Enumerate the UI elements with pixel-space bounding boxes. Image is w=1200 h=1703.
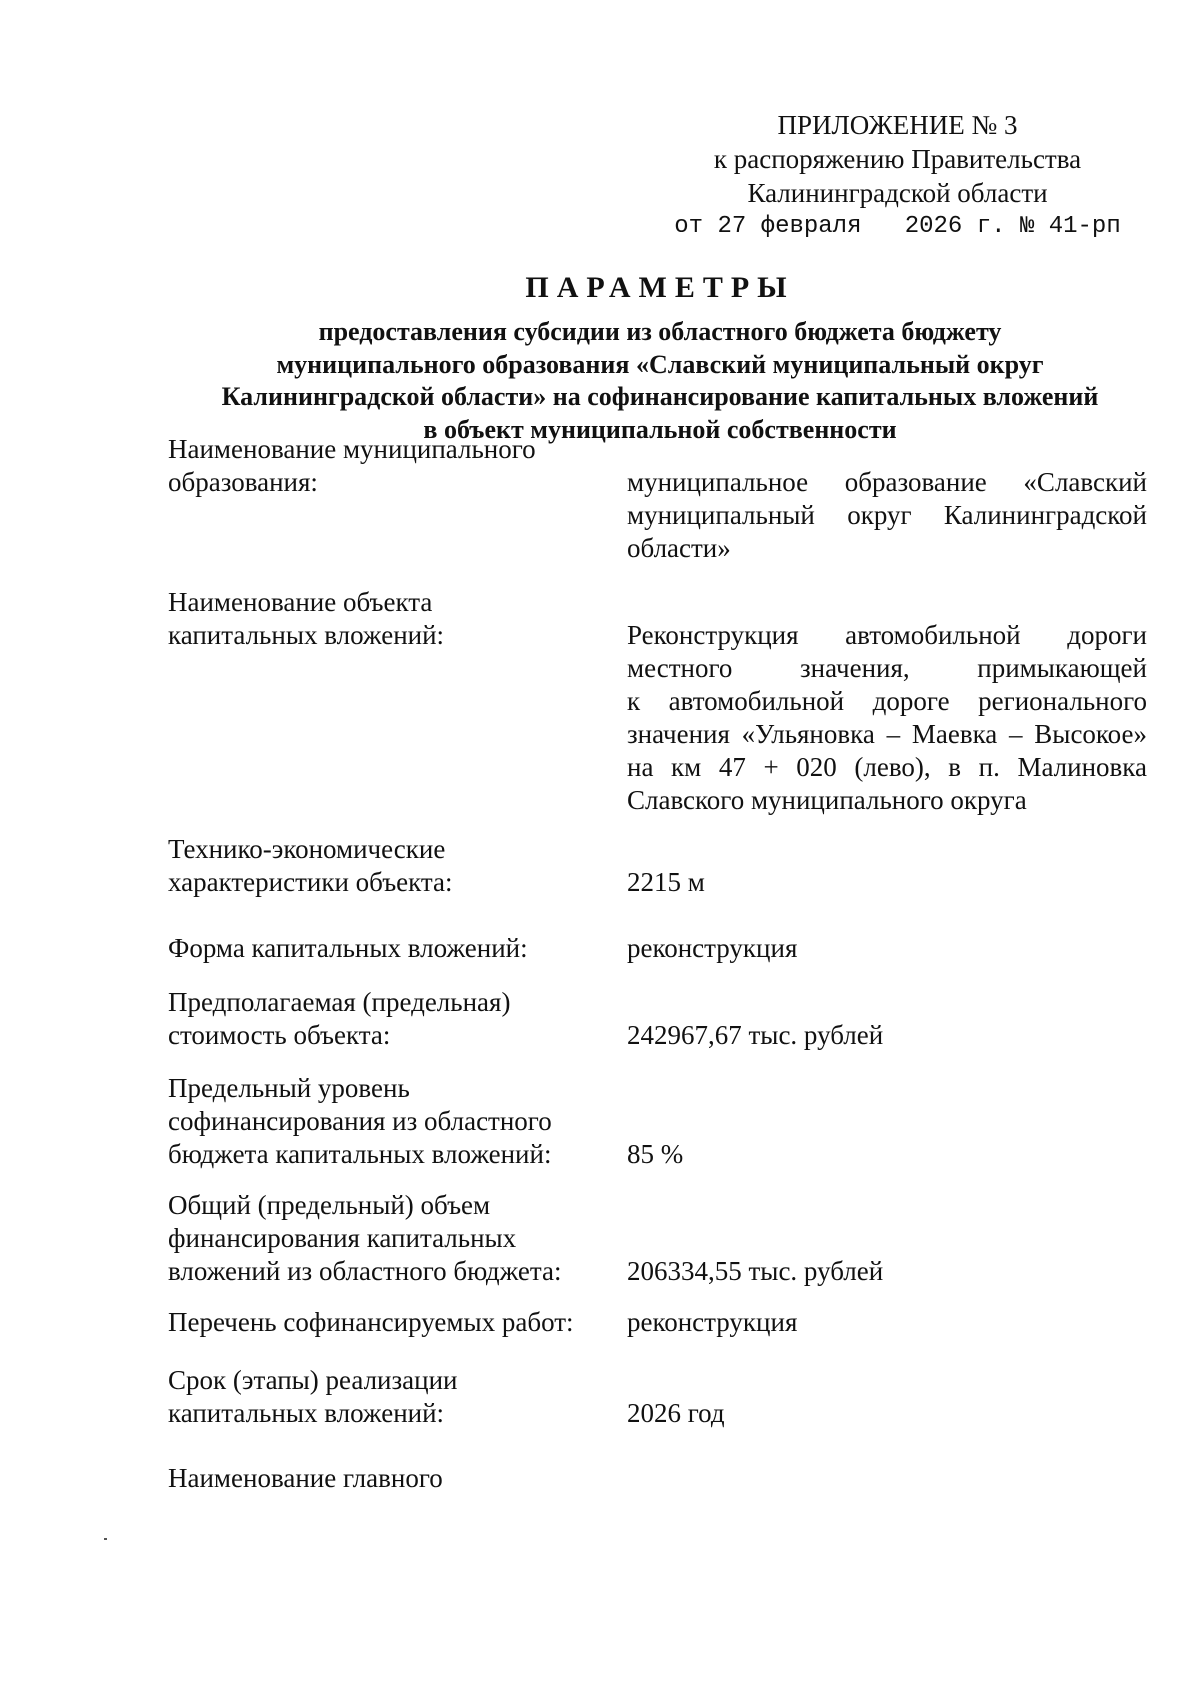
- label-line: Предельный уровень: [168, 1073, 410, 1103]
- label-line: стоимость объекта:: [168, 1020, 391, 1050]
- param-label-total-financing: [168, 1189, 608, 1288]
- param-label-term: [168, 1364, 608, 1430]
- value-line: муниципальный округ Калининградской: [627, 500, 1147, 530]
- param-value-cost: [627, 1019, 1147, 1052]
- label-line: софинансирования из областного: [168, 1106, 552, 1136]
- label-line: Технико-экономические: [168, 834, 446, 864]
- value-line: 2215 м: [627, 867, 705, 897]
- param-label-cofinancing-level: [168, 1072, 608, 1171]
- label-line: Предполагаемая (предельная): [168, 987, 511, 1017]
- value-line: области»: [627, 533, 731, 563]
- value-line: 206334,55 тыс. рублей: [627, 1256, 884, 1286]
- subtitle-line: муниципального образования «Славский муниципальный округ: [276, 349, 1044, 379]
- label-line: образования:: [168, 467, 318, 497]
- subtitle-line: в объект муниципальной собственности: [423, 414, 897, 444]
- param-label-municipality: [168, 433, 608, 499]
- param-value-investment-form: [627, 932, 1147, 965]
- value-line: на км 47 + 020 (лево), в п. Малиновка: [627, 752, 1147, 782]
- param-label-investment-form: [168, 932, 608, 965]
- value-line: 242967,67 тыс. рублей: [627, 1020, 884, 1050]
- param-value-object: [627, 619, 1147, 817]
- param-value-total-financing: [627, 1255, 1147, 1288]
- value-line: реконструкция: [627, 933, 798, 963]
- scan-mark: [104, 1538, 107, 1540]
- label-line: Перечень софинансируемых работ:: [168, 1307, 574, 1337]
- appendix-reference: к распоряжению Правительства: [713, 144, 1082, 174]
- value-line: муниципальное образование «Славский: [627, 467, 1147, 497]
- subtitle-line: Калининградской области» на софинансирование капитальных вложений: [221, 382, 1099, 411]
- param-value-technical: [627, 866, 1147, 899]
- param-label-object: [168, 586, 608, 652]
- param-label-works-list: [168, 1306, 608, 1339]
- value-line: Славского муниципального округа: [627, 785, 1027, 815]
- label-line: бюджета капитальных вложений:: [168, 1139, 552, 1169]
- param-label-chief-administrator: [168, 1462, 608, 1495]
- value-line: реконструкция: [627, 1307, 798, 1337]
- param-value-municipality: [627, 466, 1147, 565]
- param-value-works-list: [627, 1306, 1147, 1339]
- label-line: Наименование главного: [168, 1463, 443, 1493]
- value-line: местного значения, примыкающей: [627, 653, 1147, 683]
- param-value-cofinancing-level: [627, 1138, 1147, 1171]
- appendix-number: ПРИЛОЖЕНИЕ № 3: [777, 110, 1018, 140]
- param-label-cost: [168, 986, 608, 1052]
- label-line: вложений из областного бюджета:: [168, 1256, 562, 1286]
- value-line: значения «Ульяновка – Маевка – Высокое»: [627, 719, 1147, 749]
- value-line: 2026 год: [627, 1398, 725, 1428]
- value-line: Реконструкция автомобильной дороги: [627, 620, 1147, 650]
- value-line: 85 %: [627, 1139, 684, 1169]
- document-title: ПАРАМЕТРЫ: [525, 271, 795, 304]
- label-line: капитальных вложений:: [168, 1398, 445, 1428]
- subtitle-line: предоставления субсидии из областного бюджета бюджету: [318, 317, 1002, 346]
- appendix-date-number: от 27 февраля 2026 г. № 41-рп: [674, 213, 1121, 240]
- label-line: капитальных вложений:: [168, 620, 445, 650]
- label-line: финансирования капитальных: [168, 1223, 517, 1253]
- param-label-technical: [168, 833, 608, 899]
- param-value-term: [627, 1397, 1147, 1430]
- label-line: Наименование объекта: [168, 587, 433, 617]
- appendix-region: Калининградской области: [747, 178, 1048, 208]
- label-line: Форма капитальных вложений:: [168, 933, 528, 963]
- value-line: к автомобильной дороге регионального: [627, 686, 1147, 716]
- label-line: характеристики объекта:: [168, 867, 453, 897]
- label-line: Срок (этапы) реализации: [168, 1365, 458, 1395]
- label-line: Общий (предельный) объем: [168, 1190, 491, 1220]
- label-line: Наименование муниципального: [168, 434, 536, 464]
